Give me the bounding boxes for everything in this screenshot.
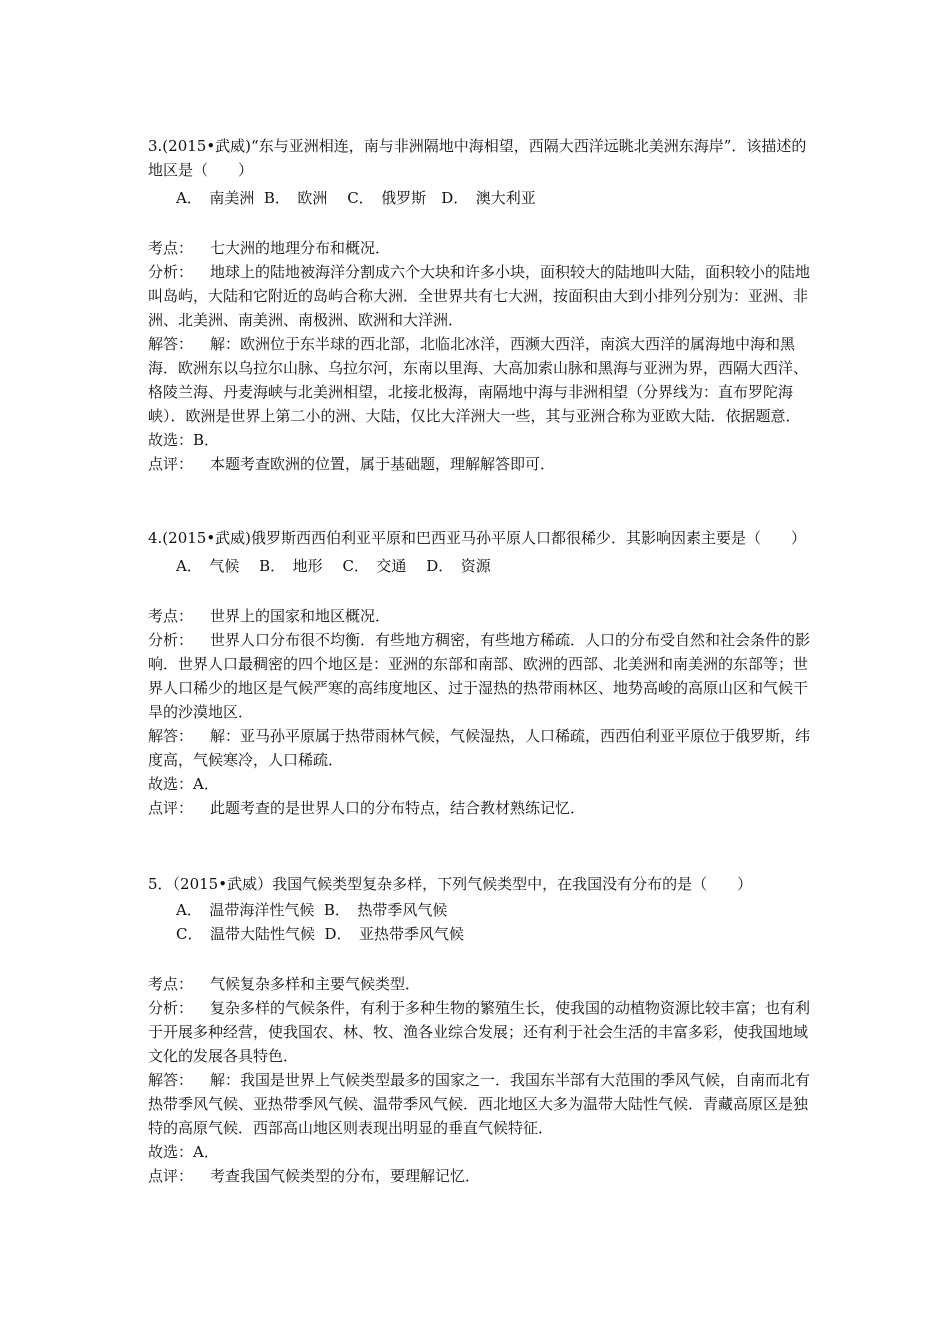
jieda-text: 解：我国是世界上气候类型最多的国家之一．我国东半部有大范围的季风气候，自南而北有热带季风气候、亚热带季风气候、温带季风气候．西北地区大多为温带大陆性气候．青藏高原区是独特的高原气候．西部高山地区则表现出明显的垂直气候特征． [148,1071,811,1137]
option-d: D． 资源 [426,557,491,575]
jieda-row [148,332,820,428]
fenxi-label: 分析： [148,263,194,281]
jieda-text: 解：欧洲位于东半球的西北部，北临北冰洋，西濒大西洋，南滨大西洋的属海地中海和黑海．欧洲东以乌拉尔山脉、乌拉尔河，东南以里海、大高加索山脉和黑海与亚洲为界，西隔大西洋、格陵兰海、丹麦海峡与北美洲相望，北接北极海，南隔地中海与非洲相望（分界线为：直布罗陀海峡）．欧洲是世界上第二小的洲、大陆，仅比大洋洲大一些，其与亚洲合称为亚欧大陆．依据题意． [148,335,809,425]
option-a: A． 温带海洋性气候 [176,901,315,919]
dianping-row [148,1164,820,1188]
guxuan-text: 故选：B． [148,431,220,449]
dianping-label: 点评： [148,455,194,473]
kaodian-label: 考点： [148,975,194,993]
dianping-text: 本题考查欧洲的位置，属于基础题，理解解答即可． [210,455,556,473]
option-b: B． 地形 [259,557,323,575]
fenxi-label: 分析： [148,631,194,649]
question-options [176,186,820,210]
guxuan-row [148,1140,820,1164]
question-5 [148,872,820,1188]
kaodian-text: 气候复杂多样和主要气候类型． [210,975,421,993]
guxuan-text: 故选：A． [148,1143,219,1161]
guxuan-row [148,428,820,452]
question-options [176,554,820,578]
fenxi-row [148,260,820,332]
jieda-text: 解：亚马孙平原属于热带雨林气候，气候湿热，人口稀疏，西西伯利亚平原位于俄罗斯，纬度高，气候寒冷，人口稀疏． [148,727,811,769]
answer-analysis [148,604,820,820]
jieda-label: 解答： [148,335,194,353]
answer-analysis [148,236,820,476]
guxuan-text: 故选：A． [148,775,219,793]
question-stem: 5．（2015•武威）我国气候类型复杂多样，下列气候类型中，在我国没有分布的是（ ） [148,875,753,893]
jieda-label: 解答： [148,1071,194,1089]
option-b: B． 热带季风气候 [323,901,448,919]
kaodian-label: 考点： [148,607,194,625]
kaodian-row [148,972,820,996]
jieda-row [148,724,820,772]
guxuan-row [148,772,820,796]
dianping-row [148,452,820,476]
kaodian-text: 世界上的国家和地区概况． [210,607,391,625]
kaodian-row [148,236,820,260]
fenxi-text: 地球上的陆地被海洋分割成六个大块和许多小块，面积较大的陆地叫大陆，面积较小的陆地叫岛屿，大陆和它附近的岛屿合称大洲．全世界共有七大洲，按面积由大到小排列分别为：亚洲、非洲、北美洲、南美洲、南极洲、欧洲和大洋洲． [148,263,811,329]
option-a: A． 南美洲 [176,189,255,207]
fenxi-text: 复杂多样的气候条件，有利于多种生物的繁殖生长，使我国的动植物资源比较丰富；也有利于开展多种经营，使我国农、林、牧、渔各业综合发展；还有利于社会生活的丰富多彩，使我国地域文化的发展各具特色． [148,999,811,1065]
dianping-text: 考查我国气候类型的分布，要理解记忆． [210,1167,481,1185]
fenxi-label: 分析： [148,999,194,1017]
kaodian-row [148,604,820,628]
option-c: C． 交通 [342,557,407,575]
option-c: C． 温带大陆性气候 [176,925,315,943]
option-d: D． 澳大利亚 [441,189,536,207]
fenxi-row [148,996,820,1068]
question-options [176,898,820,946]
kaodian-label: 考点： [148,239,194,257]
option-c: C． 俄罗斯 [347,189,427,207]
dianping-label: 点评： [148,799,194,817]
question-stem: 3.(2015•武威)“东与亚洲相连，南与非洲隔地中海相望，西隔大西洋远眺北美洲东海岸”．该描述的地区是（ ） [148,137,807,179]
question-4 [148,526,820,820]
jieda-label: 解答： [148,727,194,745]
dianping-text: 此题考查的是世界人口的分布特点，结合教材熟练记忆． [210,799,586,817]
fenxi-text: 世界人口分布很不均衡．有些地方稠密，有些地方稀疏．人口的分布受自然和社会条件的影响．世界人口最稠密的四个地区是：亚洲的东部和南部、欧洲的西部、北美洲和南美洲的东部等；世界人口稀少的地区是气候严寒的高纬度地区、过于湿热的热带雨林区、地势高峻的高原山区和气候干旱的沙漠地区． [148,631,811,721]
dianping-label: 点评： [148,1167,194,1185]
question-stem: 4.(2015•武威)俄罗斯西西伯利亚平原和巴西亚马孙平原人口都很稀少．其影响因素主要是（ ） [148,529,807,547]
fenxi-row [148,628,820,724]
question-3 [148,134,820,476]
jieda-row [148,1068,820,1140]
answer-analysis [148,972,820,1188]
kaodian-text: 七大洲的地理分布和概况． [210,239,391,257]
dianping-row [148,796,820,820]
option-a: A． 气候 [176,557,240,575]
option-d: D． 亚热带季风气候 [324,925,465,943]
option-b: B． 欧洲 [263,189,328,207]
